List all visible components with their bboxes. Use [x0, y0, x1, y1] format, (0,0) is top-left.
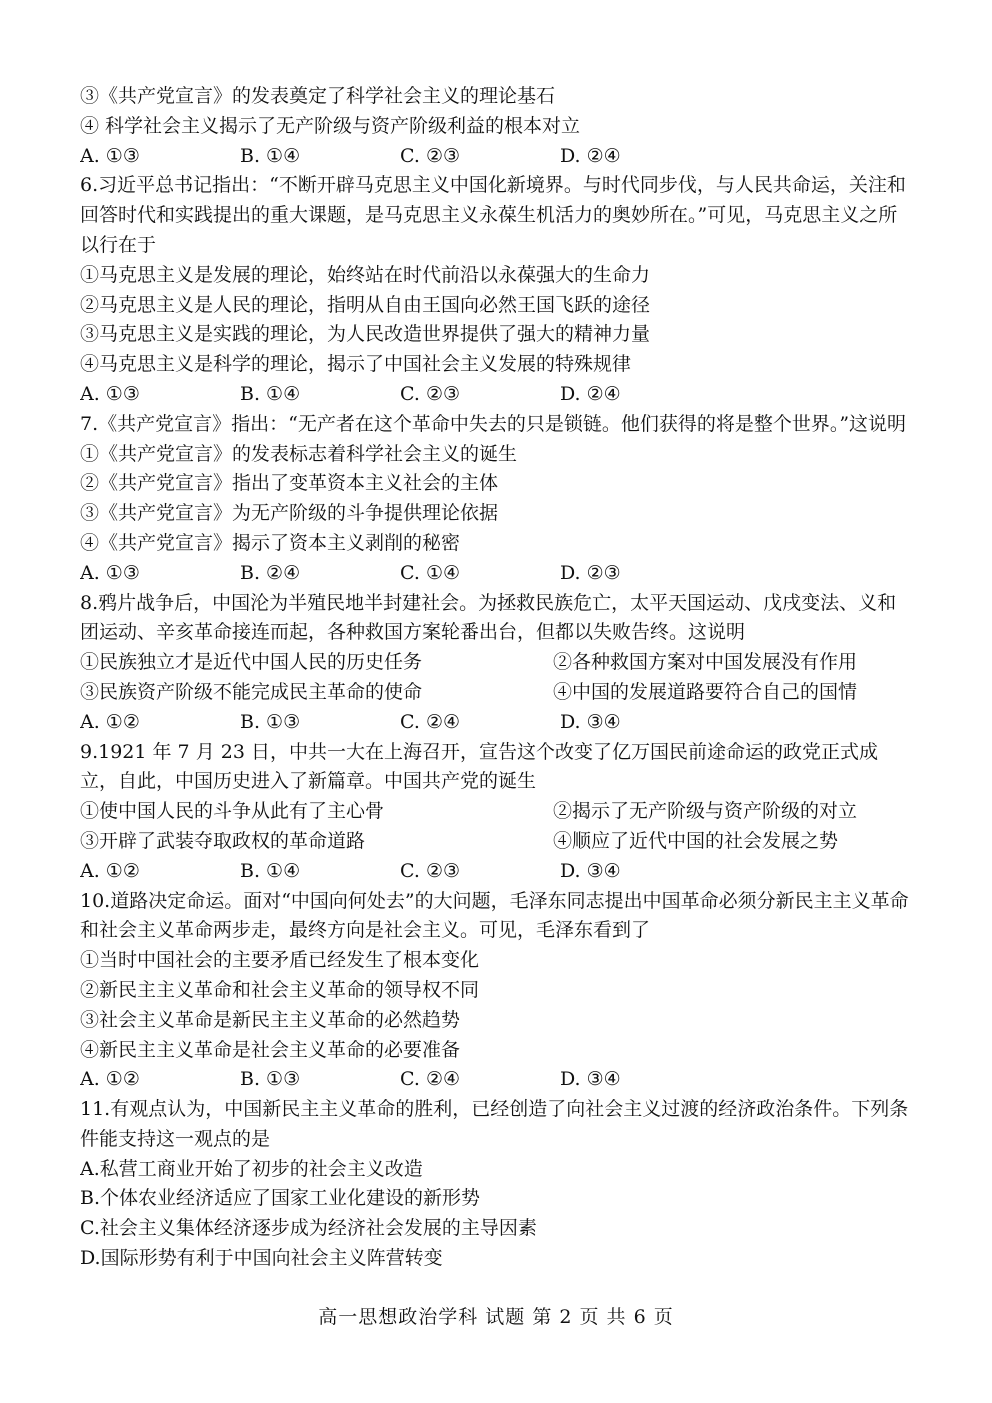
q9-item-3: ③开辟了武装夺取政权的革命道路 [80, 829, 366, 852]
q5-options [80, 142, 915, 172]
statement-4: ④ 科学社会主义揭示了无产阶级与资产阶级利益的根本对立 [80, 114, 581, 137]
option-a: A. ①③ [80, 382, 140, 405]
option-c: C. ②③ [400, 382, 461, 405]
q10-item-1: ①当时中国社会的主要矛盾已经发生了根本变化 [80, 949, 480, 972]
q8-items-row-1 [80, 648, 915, 678]
q11-option-b: B.个体农业经济适应了国家工业化建设的新形势 [80, 1187, 481, 1210]
q10-item-3: ③社会主义革命是新民主主义革命的必然趋势 [80, 1008, 461, 1031]
q6-item-2: ②马克思主义是人民的理论，指明从自由王国向必然王国飞跃的途径 [80, 293, 651, 316]
q8-item-1: ①民族独立才是近代中国人民的历史任务 [80, 651, 423, 674]
option-c: C. ②③ [400, 144, 461, 167]
option-d: D. ③④ [560, 1068, 621, 1091]
q7-item-1: ①《共产党宣言》的发表标志着科学社会主义的诞生 [80, 442, 518, 465]
q6-options [80, 380, 915, 410]
q7-options [80, 559, 915, 589]
q10-options [80, 1065, 915, 1095]
q10-item-2: ②新民主主义革命和社会主义革命的领导权不同 [80, 978, 480, 1001]
option-b: B. ①④ [240, 382, 301, 405]
q6-stem: 6.习近平总书记指出：“不断开辟马克思主义中国化新境界。与时代同步伐，与人民共命运，关注和回答时代和实践提出的重大课题，是马克思主义永葆生机活力的奥妙所在。”可见，马克思主义之所以行在于 [80, 174, 906, 256]
option-b: B. ②④ [240, 561, 301, 584]
option-a: A. ①③ [80, 561, 140, 584]
q9-items-row-1 [80, 797, 915, 827]
option-a: A. ①② [80, 1068, 140, 1091]
q10-stem: 10.道路决定命运。面对“中国向何处去”的大问题，毛泽东同志提出中国革命必须分新民主主义革命和社会主义革命两步走，最终方向是社会主义。可见，毛泽东看到了 [80, 889, 909, 942]
q9-options [80, 857, 915, 887]
q8-item-4: ④中国的发展道路要符合自己的国情 [553, 680, 858, 703]
q8-items-row-2 [80, 678, 915, 708]
option-c: C. ①④ [400, 561, 461, 584]
q10-item-4: ④新民主主义革命是社会主义革命的必要准备 [80, 1038, 461, 1061]
option-a: A. ①② [80, 710, 140, 733]
option-b: B. ①④ [240, 859, 301, 882]
q7-stem: 7.《共产党宣言》指出：“无产者在这个革命中失去的只是锁链。他们获得的将是整个世界。”这说明 [80, 412, 907, 435]
option-a: A. ①② [80, 859, 140, 882]
option-d: D. ③④ [560, 710, 621, 733]
q6-item-3: ③马克思主义是实践的理论，为人民改造世界提供了强大的精神力量 [80, 323, 651, 346]
option-d: D. ③④ [560, 859, 621, 882]
q11-option-a: A.私营工商业开始了初步的社会主义改造 [80, 1157, 423, 1180]
option-c: C. ②③ [400, 859, 461, 882]
q9-items-row-2 [80, 827, 915, 857]
q6-item-4: ④马克思主义是科学的理论，揭示了中国社会主义发展的特殊规律 [80, 353, 632, 376]
option-b: B. ①③ [240, 710, 301, 733]
q9-item-1: ①使中国人民的斗争从此有了主心骨 [80, 800, 385, 823]
q7-item-3: ③《共产党宣言》为无产阶级的斗争提供理论依据 [80, 502, 499, 525]
statement-3: ③《共产党宣言》的发表奠定了科学社会主义的理论基石 [80, 85, 556, 107]
option-b: B. ①③ [240, 1068, 301, 1091]
option-d: D. ②④ [560, 144, 621, 167]
option-c: C. ②④ [400, 710, 461, 733]
q8-options [80, 708, 915, 738]
option-a: A. ①③ [80, 144, 140, 167]
q11-option-c: C.社会主义集体经济逐步成为经济社会发展的主导因素 [80, 1217, 537, 1240]
page-content [80, 82, 915, 1274]
option-d: D. ②④ [560, 382, 621, 405]
q7-item-2: ②《共产党宣言》指出了变革资本主义社会的主体 [80, 472, 499, 495]
q11-stem: 11.有观点认为，中国新民主主义革命的胜利，已经创造了向社会主义过渡的经济政治条件。下列条件能支持这一观点的是 [80, 1098, 909, 1150]
q9-stem: 9.1921 年 7 月 23 日，中共一大在上海召开，宣告这个改变了亿万国民前途命运的政党正式成立，自此，中国历史进入了新篇章。中国共产党的诞生 [80, 740, 878, 793]
page-footer: 高一思想政治学科 试题 第 2 页 共 6 页 [318, 1306, 674, 1328]
option-c: C. ②④ [400, 1068, 461, 1091]
q9-item-2: ②揭示了无产阶级与资产阶级的对立 [553, 800, 858, 823]
q8-item-2: ②各种救国方案对中国发展没有作用 [553, 651, 858, 674]
q7-item-4: ④《共产党宣言》揭示了资本主义剥削的秘密 [80, 531, 461, 554]
option-d: D. ②③ [560, 561, 621, 584]
q8-stem: 8.鸦片战争后，中国沦为半殖民地半封建社会。为拯救民族危亡，太平天国运动、戊戌变法、义和团运动、辛亥革命接连而起，各种救国方案轮番出台，但都以失败告终。这说明 [80, 591, 897, 644]
q8-item-3: ③民族资产阶级不能完成民主革命的使命 [80, 680, 423, 703]
option-b: B. ①④ [240, 144, 301, 167]
q11-option-d: D.国际形势有利于中国向社会主义阵营转变 [80, 1247, 443, 1270]
q9-item-4: ④顺应了近代中国的社会发展之势 [553, 829, 839, 852]
q6-item-1: ①马克思主义是发展的理论，始终站在时代前沿以永葆强大的生命力 [80, 263, 651, 286]
